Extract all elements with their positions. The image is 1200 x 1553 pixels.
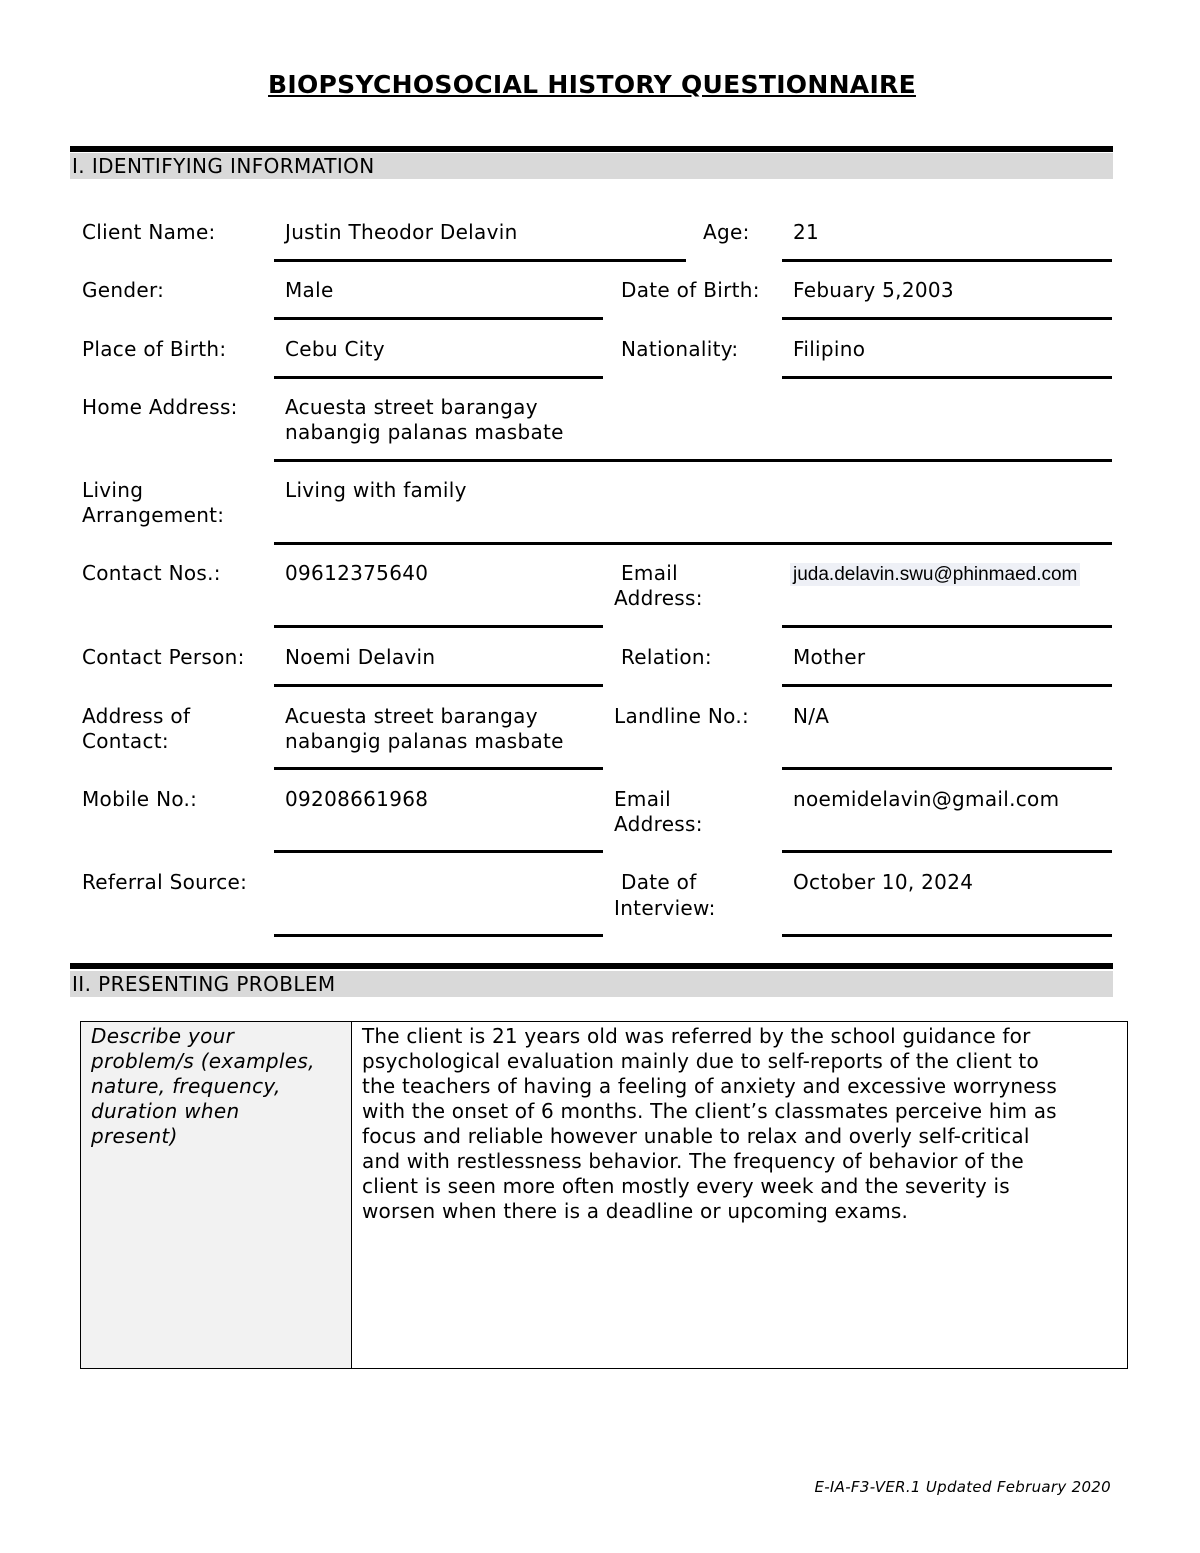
landline-value[interactable]: N/A (793, 704, 830, 728)
contact-email-label-line1: Email (614, 787, 671, 811)
presenting-problem-answer[interactable] (362, 1024, 1117, 1224)
living-arrangement-label-line1: Living (82, 478, 144, 502)
contact-nos-underline (274, 625, 603, 628)
home-address-line2[interactable]: nabangig palanas masbate (285, 420, 564, 444)
living-arrangement-value[interactable]: Living with family (285, 478, 467, 502)
section-heading: I. IDENTIFYING INFORMATION (70, 153, 1113, 179)
gender-value[interactable]: Male (285, 278, 334, 302)
client-name-value[interactable]: Justin Theodor Delavin (285, 220, 518, 244)
presenting-problem-prompt (81, 1022, 352, 1368)
section-heading: II. PRESENTING PROBLEM (70, 971, 1113, 997)
interview-date-label-line2: Interview: (614, 896, 716, 920)
contact-nos-value[interactable]: 09612375640 (285, 561, 429, 585)
nationality-value[interactable]: Filipino (793, 337, 866, 361)
contact-email-value[interactable]: noemidelavin@gmail.com (793, 787, 1060, 811)
referral-source-underline (274, 934, 603, 937)
prompt-line: present) (91, 1124, 178, 1148)
prompt-line: Describe your (91, 1024, 235, 1048)
relation-value[interactable]: Mother (793, 645, 866, 669)
answer-line: and with restlessness behavior. The frequency of behavior of the (362, 1149, 1024, 1173)
dob-label: Date of Birth: (621, 278, 760, 302)
nationality-label: Nationality: (621, 337, 739, 361)
interview-date-underline (782, 934, 1112, 937)
mobile-value[interactable]: 09208661968 (285, 787, 429, 811)
client-name-underline (274, 259, 686, 262)
prompt-line: nature, frequency, (91, 1074, 281, 1098)
place-of-birth-value[interactable]: Cebu City (285, 337, 385, 361)
form-version-footer: E-IA-F3-VER.1 Updated February 2020 (814, 1478, 1111, 1496)
answer-line: The client is 21 years old was referred by the school guidance for (362, 1024, 1031, 1048)
dob-underline (782, 317, 1112, 320)
presenting-problem-table (80, 1021, 1128, 1369)
client-email-underline (782, 625, 1112, 628)
contact-address-line2[interactable]: nabangig palanas masbate (285, 729, 564, 753)
prompt-line: problem/s (examples, (91, 1049, 315, 1073)
contact-email-label-line2: Address: (614, 812, 703, 836)
contact-address-underline (274, 767, 603, 770)
answer-line: with the onset of 6 months. The client’s classmates perceive him as (362, 1099, 1057, 1123)
age-underline (782, 259, 1112, 262)
answer-line: worsen when there is a deadline or upcoming exams. (362, 1199, 909, 1223)
contact-address-label-line1: Address of (82, 704, 191, 728)
contact-address-label-line2: Contact: (82, 729, 169, 753)
client-name-label: Client Name: (82, 220, 216, 244)
gender-label: Gender: (82, 278, 165, 302)
nationality-underline (782, 376, 1112, 379)
relation-label: Relation: (621, 645, 712, 669)
answer-line: the teachers of having a feeling of anxiety and excessive worryness (362, 1074, 1058, 1098)
home-address-line1[interactable]: Acuesta street barangay (285, 395, 538, 419)
client-email-value[interactable] (790, 561, 1080, 587)
answer-line: psychological evaluation mainly due to self-reports of the client to (362, 1049, 1039, 1073)
answer-line: focus and reliable however unable to relax and overly self-critical (362, 1124, 1030, 1148)
age-value[interactable]: 21 (793, 220, 820, 244)
email-label-line1: Email (621, 561, 678, 585)
contact-address-line1[interactable]: Acuesta street barangay (285, 704, 538, 728)
landline-label: Landline No.: (614, 704, 750, 728)
mobile-label: Mobile No.: (82, 787, 198, 811)
interview-date-label-line1: Date of (621, 870, 697, 894)
contact-person-value[interactable]: Noemi Delavin (285, 645, 436, 669)
home-address-underline (274, 459, 1112, 462)
place-of-birth-underline (274, 376, 603, 379)
contact-person-underline (274, 684, 603, 687)
contact-nos-label: Contact Nos.: (82, 561, 221, 585)
gender-underline (274, 317, 603, 320)
place-of-birth-label: Place of Birth: (82, 337, 227, 361)
section-divider (70, 146, 1113, 152)
referral-source-label: Referral Source: (82, 870, 248, 894)
living-arrangement-label-line2: Arrangement: (82, 503, 225, 527)
living-arrangement-underline (274, 542, 1112, 545)
contact-person-label: Contact Person: (82, 645, 245, 669)
interview-date-value[interactable]: October 10, 2024 (793, 870, 974, 894)
section-divider (70, 963, 1113, 969)
age-label: Age: (703, 220, 750, 244)
home-address-label: Home Address: (82, 395, 238, 419)
mobile-underline (274, 850, 603, 853)
client-email-link[interactable]: juda.delavin.swu@phinmaed.com (790, 563, 1080, 586)
landline-underline (782, 767, 1112, 770)
contact-email-underline (782, 850, 1112, 853)
answer-line: client is seen more often mostly every week and the severity is (362, 1174, 1010, 1198)
email-label-line2: Address: (614, 586, 703, 610)
relation-underline (782, 684, 1112, 687)
page-title: BIOPSYCHOSOCIAL HISTORY QUESTIONNAIRE (268, 70, 916, 99)
dob-value[interactable]: Febuary 5,2003 (793, 278, 954, 302)
prompt-line: duration when (91, 1099, 240, 1123)
